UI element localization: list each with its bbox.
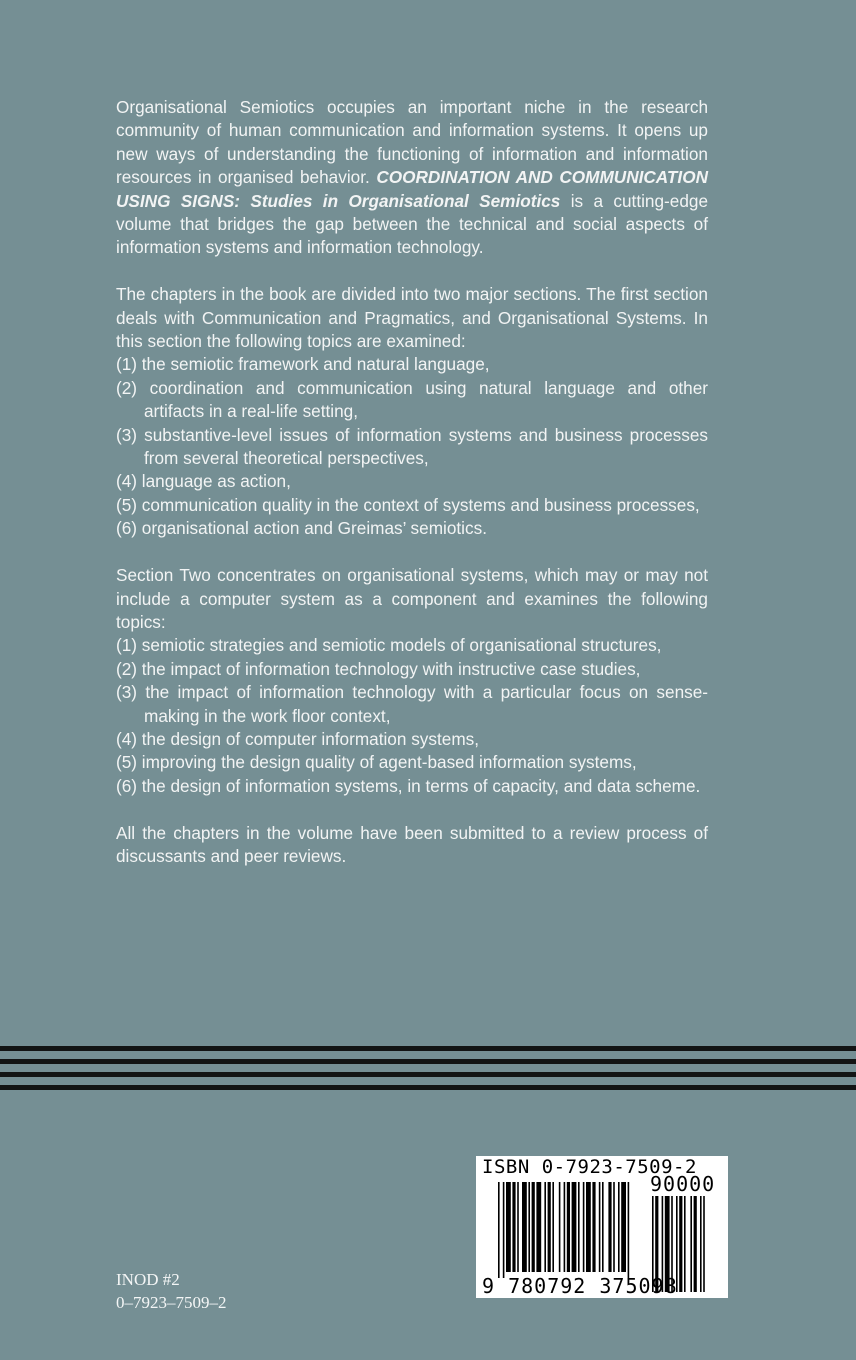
topic-item: (2) coordination and communication using natural language and other artifacts in a real-life setting, [116,377,708,422]
barcode-bar [613,1182,615,1272]
rule-line [0,1059,856,1064]
rule-line [0,1046,856,1051]
topic-item: (2) the impact of information technology with instructive case studies, [116,658,641,679]
topic-item: (6) organisational action and Greimas’ semiotics. [116,518,487,539]
addon-bar [694,1196,697,1292]
topic-item: (4) language as action, [116,471,291,492]
barcode-bar [586,1182,591,1272]
series-code: INOD #2 [116,1270,180,1289]
topic-item: (5) improving the design quality of agent-based information systems, [116,752,637,773]
barcode-bar [532,1182,535,1272]
decorative-rules [0,1046,856,1098]
book-title-inline: COORDINATION AND COMMUNICATION USING SIGNS: Studies in Organisational Semiotics [116,167,708,211]
topic-item: (3) the impact of information technology with a particular focus on sense-making in the work floor context, [116,682,708,726]
barcode-bar [602,1182,604,1272]
section-two-topics [116,634,708,798]
addon-digits: 90000 [650,1172,716,1196]
barcode-bar [498,1182,500,1278]
series-codes [116,1268,227,1314]
barcode-bar [621,1182,626,1272]
barcode-bar [564,1182,566,1272]
rule-line [0,1072,856,1077]
ean-digits: 9 780792 375098 [482,1274,678,1298]
addon-bar [703,1196,705,1292]
barcode-bar [618,1182,620,1272]
barcode-bar [517,1182,519,1272]
barcode-bar [544,1182,546,1272]
barcode-bar [559,1182,561,1272]
addon-bar [700,1196,702,1292]
barcode-bar [583,1182,585,1272]
topic-item: (4) the design of computer information systems, [116,728,480,749]
addon-bar [679,1196,682,1292]
isbn-short: 0–7923–7509–2 [116,1293,227,1312]
intro-paragraph [116,96,708,260]
intro-text-b: is a cutting-edge volume that bridges the gap between the technical and social aspects of information systems and information technology. [116,190,708,258]
topic-item: (3) substantive-level issues of information systems and business processes from several theoretical perspectives, [116,424,708,469]
barcode-bar [503,1182,505,1278]
rule-line [0,1085,856,1090]
barcode-bar [528,1182,530,1272]
topic-item: (1) semiotic strategies and semiotic models of organisational structures, [116,635,662,656]
topic-item: (5) communication quality in the context of systems and business processes, [116,494,700,515]
blurb-text [116,96,708,892]
barcode-bar [506,1182,511,1272]
intro-text-a: Organisational Semiotics occupies an important niche in the research community of human communication and information systems. It opens up new ways of understanding the functioning of information and information resources in organised behavior. [116,97,708,188]
review-paragraph: All the chapters in the volume have been submitted to a review process of discussants and peer reviews. [116,822,708,866]
barcode-bar [578,1182,580,1272]
section-one-topics [116,353,708,540]
barcode-bar [608,1182,611,1272]
barcode-bar [599,1182,601,1272]
barcode-bar [572,1182,577,1272]
topic-item: (1) the semiotic framework and natural language, [116,354,490,375]
barcode-bar [522,1182,527,1272]
section-two-paragraph: Section Two concentrates on organisational systems, which may or may not include a computer system as a component and examines the following topics: [116,565,708,632]
topic-item: (6) the design of information systems, in terms of capacity, and data scheme. [116,775,701,796]
barcode-bar [552,1182,554,1272]
addon-bar [690,1196,692,1292]
barcode-bar [536,1182,541,1272]
addon-bar [684,1196,686,1292]
isbn-label: ISBN 0-7923-7509-2 [482,1156,697,1178]
barcode [476,1156,728,1298]
barcode-bar [592,1182,595,1272]
barcode-bar [628,1182,630,1278]
barcode-bar [548,1182,551,1272]
section-one-paragraph: The chapters in the book are divided into two major sections. The first section deals with Communication and Pragmatics, and Organisational Systems. In this section the following topics are examined: [116,284,708,352]
barcode-bar [512,1182,515,1272]
barcode-bar [567,1182,570,1272]
